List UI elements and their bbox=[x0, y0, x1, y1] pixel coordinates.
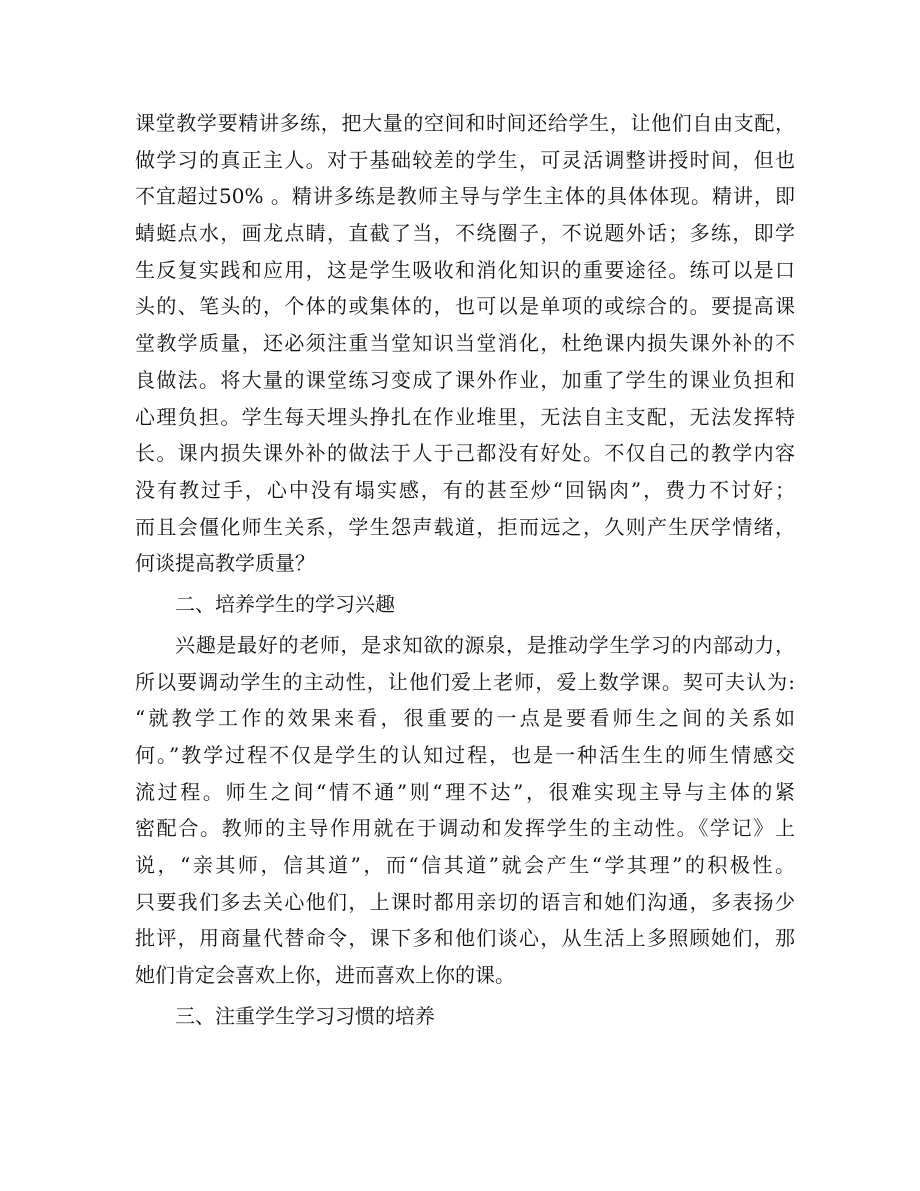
section-heading-3: 三、注重学生学习习惯的培养 bbox=[175, 1003, 435, 1028]
paragraph-line: 说，“亲其师，信其道”，而“信其道”就会产生“学其理”的积极性。 bbox=[135, 853, 795, 878]
paragraph-line: 兴趣是最好的老师，是求知欲的源泉，是推动学生学习的内部动力， bbox=[175, 632, 795, 657]
paragraph-line: 她们肯定会喜欢上你，进而喜欢上你的课。 bbox=[135, 963, 515, 988]
paragraph-2 bbox=[135, 627, 795, 994]
paragraph-line: 批评，用商量代替命令，课下多和他们谈心，从生活上多照顾她们，那 bbox=[135, 926, 795, 951]
paragraph-line: 流过程。师生之间“情不通”则“理不达”，很难实现主导与主体的紧 bbox=[135, 779, 795, 804]
paragraph-line: 不宜超过50% 。精讲多练是教师主导与学生主体的具体体现。精讲，即 bbox=[135, 184, 795, 209]
paragraph-line: 头的、笔头的，个体的或集体的，也可以是单项的或综合的。要提高课 bbox=[135, 294, 795, 319]
paragraph-line: 做学习的真正主人。对于基础较差的学生，可灵活调整讲授时间，但也 bbox=[135, 147, 795, 172]
paragraph-line: 没有教过手，心中没有塌实感，有的甚至炒“回锅肉”，费力不讨好； bbox=[135, 477, 795, 502]
document-body bbox=[135, 105, 795, 1039]
paragraph-line: 只要我们多去关心他们，上课时都用亲切的语言和她们沟通，多表扬少 bbox=[135, 889, 795, 914]
paragraph-line: 蜻蜓点水，画龙点睛，直截了当，不绕圈子，不说题外话；多练，即学 bbox=[135, 221, 795, 246]
section-heading-2: 二、培养学生的学习兴趣 bbox=[175, 591, 395, 616]
paragraph-line: 长。课内损失课外补的做法于人于己都没有好处。不仅自己的教学内容 bbox=[135, 441, 795, 466]
paragraph-line: 所以要调动学生的主动性，让他们爱上老师，爱上数学课。契可夫认为: bbox=[135, 669, 795, 694]
paragraph-line: 密配合。教师的主导作用就在于调动和发挥学生的主动性。《学记》上 bbox=[135, 816, 795, 841]
paragraph-line: 何。”教学过程不仅是学生的认知过程，也是一种活生生的师生情感交 bbox=[135, 743, 795, 767]
paragraph-line: “就教学工作的效果来看，很重要的一点是要看师生之间的关系如 bbox=[135, 706, 795, 731]
paragraph-line: 良做法。将大量的课堂练习变成了课外作业，加重了学生的课业负担和 bbox=[135, 367, 795, 392]
paragraph-line: 心理负担。学生每天埋头挣扎在作业堆里，无法自主支配，无法发挥特 bbox=[135, 404, 795, 429]
paragraph-line: 生反复实践和应用，这是学生吸收和消化知识的重要途径。练可以是口 bbox=[135, 257, 795, 282]
paragraph-1 bbox=[135, 105, 795, 582]
paragraph-line: 而且会僵化师生关系，学生怨声载道，拒而远之，久则产生厌学情绪， bbox=[135, 514, 795, 539]
paragraph-line: 何谈提高教学质量？ bbox=[135, 551, 315, 576]
paragraph-line: 堂教学质量，还必须注重当堂知识当堂消化，杜绝课内损失课外补的不 bbox=[135, 331, 795, 356]
paragraph-line: 课堂教学要精讲多练，把大量的空间和时间还给学生，让他们自由支配， bbox=[135, 111, 795, 135]
